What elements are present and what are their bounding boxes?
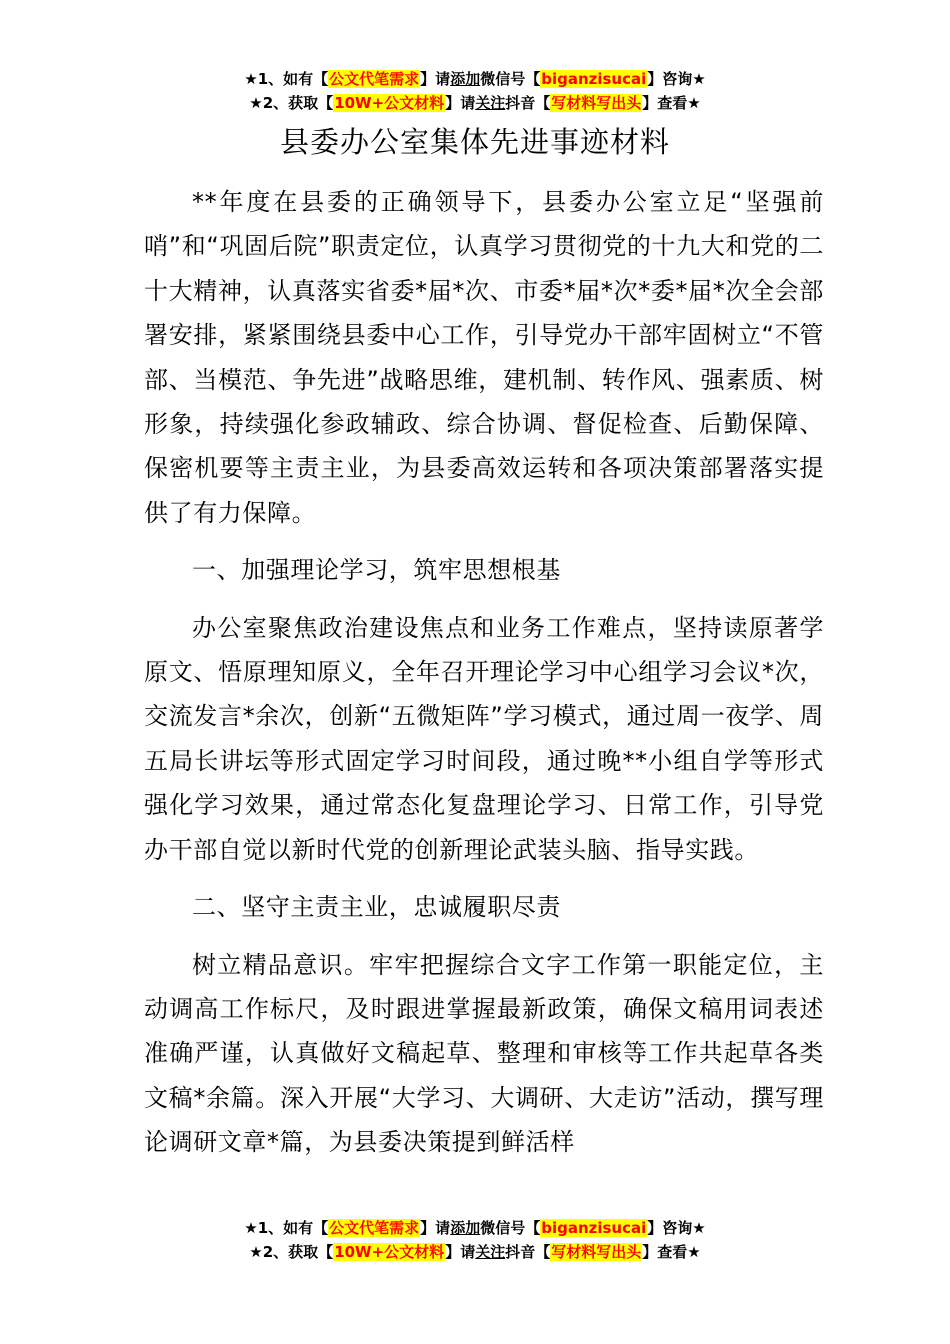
promo-text: ★2、获取【: [249, 1243, 334, 1261]
promo-text: 】查看★: [642, 94, 701, 112]
promo-text: 抖音【: [505, 1243, 551, 1261]
promo-line-2: [0, 91, 950, 115]
promo-text: 】咨询★: [647, 1219, 706, 1237]
header-promo-banner: [0, 67, 950, 115]
section-1-paragraph: 办公室聚焦政治建设焦点和业务工作难点，坚持读原著学原文、悟原理知原义，全年召开理论学习中心组学习会议*次，交流发言*余次，创新“五微矩阵”学习模式，通过周一夜学、周五局长讲坛等形式固定学习时间段，通过晚**小组自学等形式强化学习效果，通过常态化复盘理论学习、日常工作，引导党办干部自觉以新时代党的创新理论武装头脑、指导实践。: [144, 613, 824, 864]
promo-underlined: 关注: [475, 94, 506, 112]
footer-promo-banner: [0, 1216, 950, 1264]
promo-underlined: 添加: [450, 1219, 481, 1237]
section-2-heading: 二、坚守主责主业，忠诚履职尽责: [192, 893, 561, 922]
promo-text: 】查看★: [642, 1243, 701, 1261]
document-body: [144, 180, 824, 1165]
promo-line-1: [0, 67, 950, 91]
promo-text: 】请: [420, 70, 451, 88]
promo-highlight: biganzisucai: [541, 70, 647, 88]
promo-text: 】请: [445, 94, 476, 112]
promo-line-2: [0, 1240, 950, 1264]
promo-highlight: 写材料写出头: [551, 1243, 642, 1261]
promo-text: ★1、如有【: [244, 1219, 329, 1237]
promo-text: 微信号【: [480, 1219, 541, 1237]
promo-text: 】咨询★: [647, 70, 706, 88]
promo-text: 】请: [445, 1243, 476, 1261]
promo-highlight: 写材料写出头: [551, 94, 642, 112]
promo-text: ★1、如有【: [244, 70, 329, 88]
promo-highlight: 公文代笔需求: [329, 70, 420, 88]
promo-highlight: biganzisucai: [541, 1219, 647, 1237]
promo-highlight: 10W+公文材料: [334, 94, 445, 112]
promo-highlight: 公文代笔需求: [329, 1219, 420, 1237]
section-2-paragraph: 树立精品意识。牢牢把握综合文字工作第一职能定位，主动调高工作标尺，及时跟进掌握最新政策，确保文稿用词表述准确严谨，认真做好文稿起草、整理和审核等工作共起草各类文稿*余篇。深入开展“大学习、大调研、大走访”活动，撰写理论调研文章*篇，为县委决策提到鲜活样: [144, 950, 824, 1157]
promo-text: 微信号【: [480, 70, 541, 88]
intro-paragraph: **年度在县委的正确领导下，县委办公室立足“坚强前哨”和“巩固后院”职责定位，认真学习贯彻党的十九大和党的二十大精神，认真落实省委*届*次、市委*届*次*委*届*次全会部署安排，紧紧围绕县委中心工作，引导党办干部牢固树立“不管部、当模范、争先进”战略思维，建机制、转作风、强素质、树形象，持续强化参政辅政、综合协调、督促检查、后勤保障、保密机要等主责主业，为县委高效运转和各项决策部署落实提供了有力保障。: [144, 188, 824, 527]
promo-underlined: 添加: [450, 70, 481, 88]
promo-text: 】请: [420, 1219, 451, 1237]
promo-text: 抖音【: [505, 94, 551, 112]
promo-text: ★2、获取【: [249, 94, 334, 112]
document-title: 县委办公室集体先进事迹材料: [279, 125, 670, 159]
promo-highlight: 10W+公文材料: [334, 1243, 445, 1261]
section-1-heading: 一、加强理论学习，筑牢思想根基: [192, 556, 561, 585]
promo-line-1: [0, 1216, 950, 1240]
promo-underlined: 关注: [475, 1243, 506, 1261]
